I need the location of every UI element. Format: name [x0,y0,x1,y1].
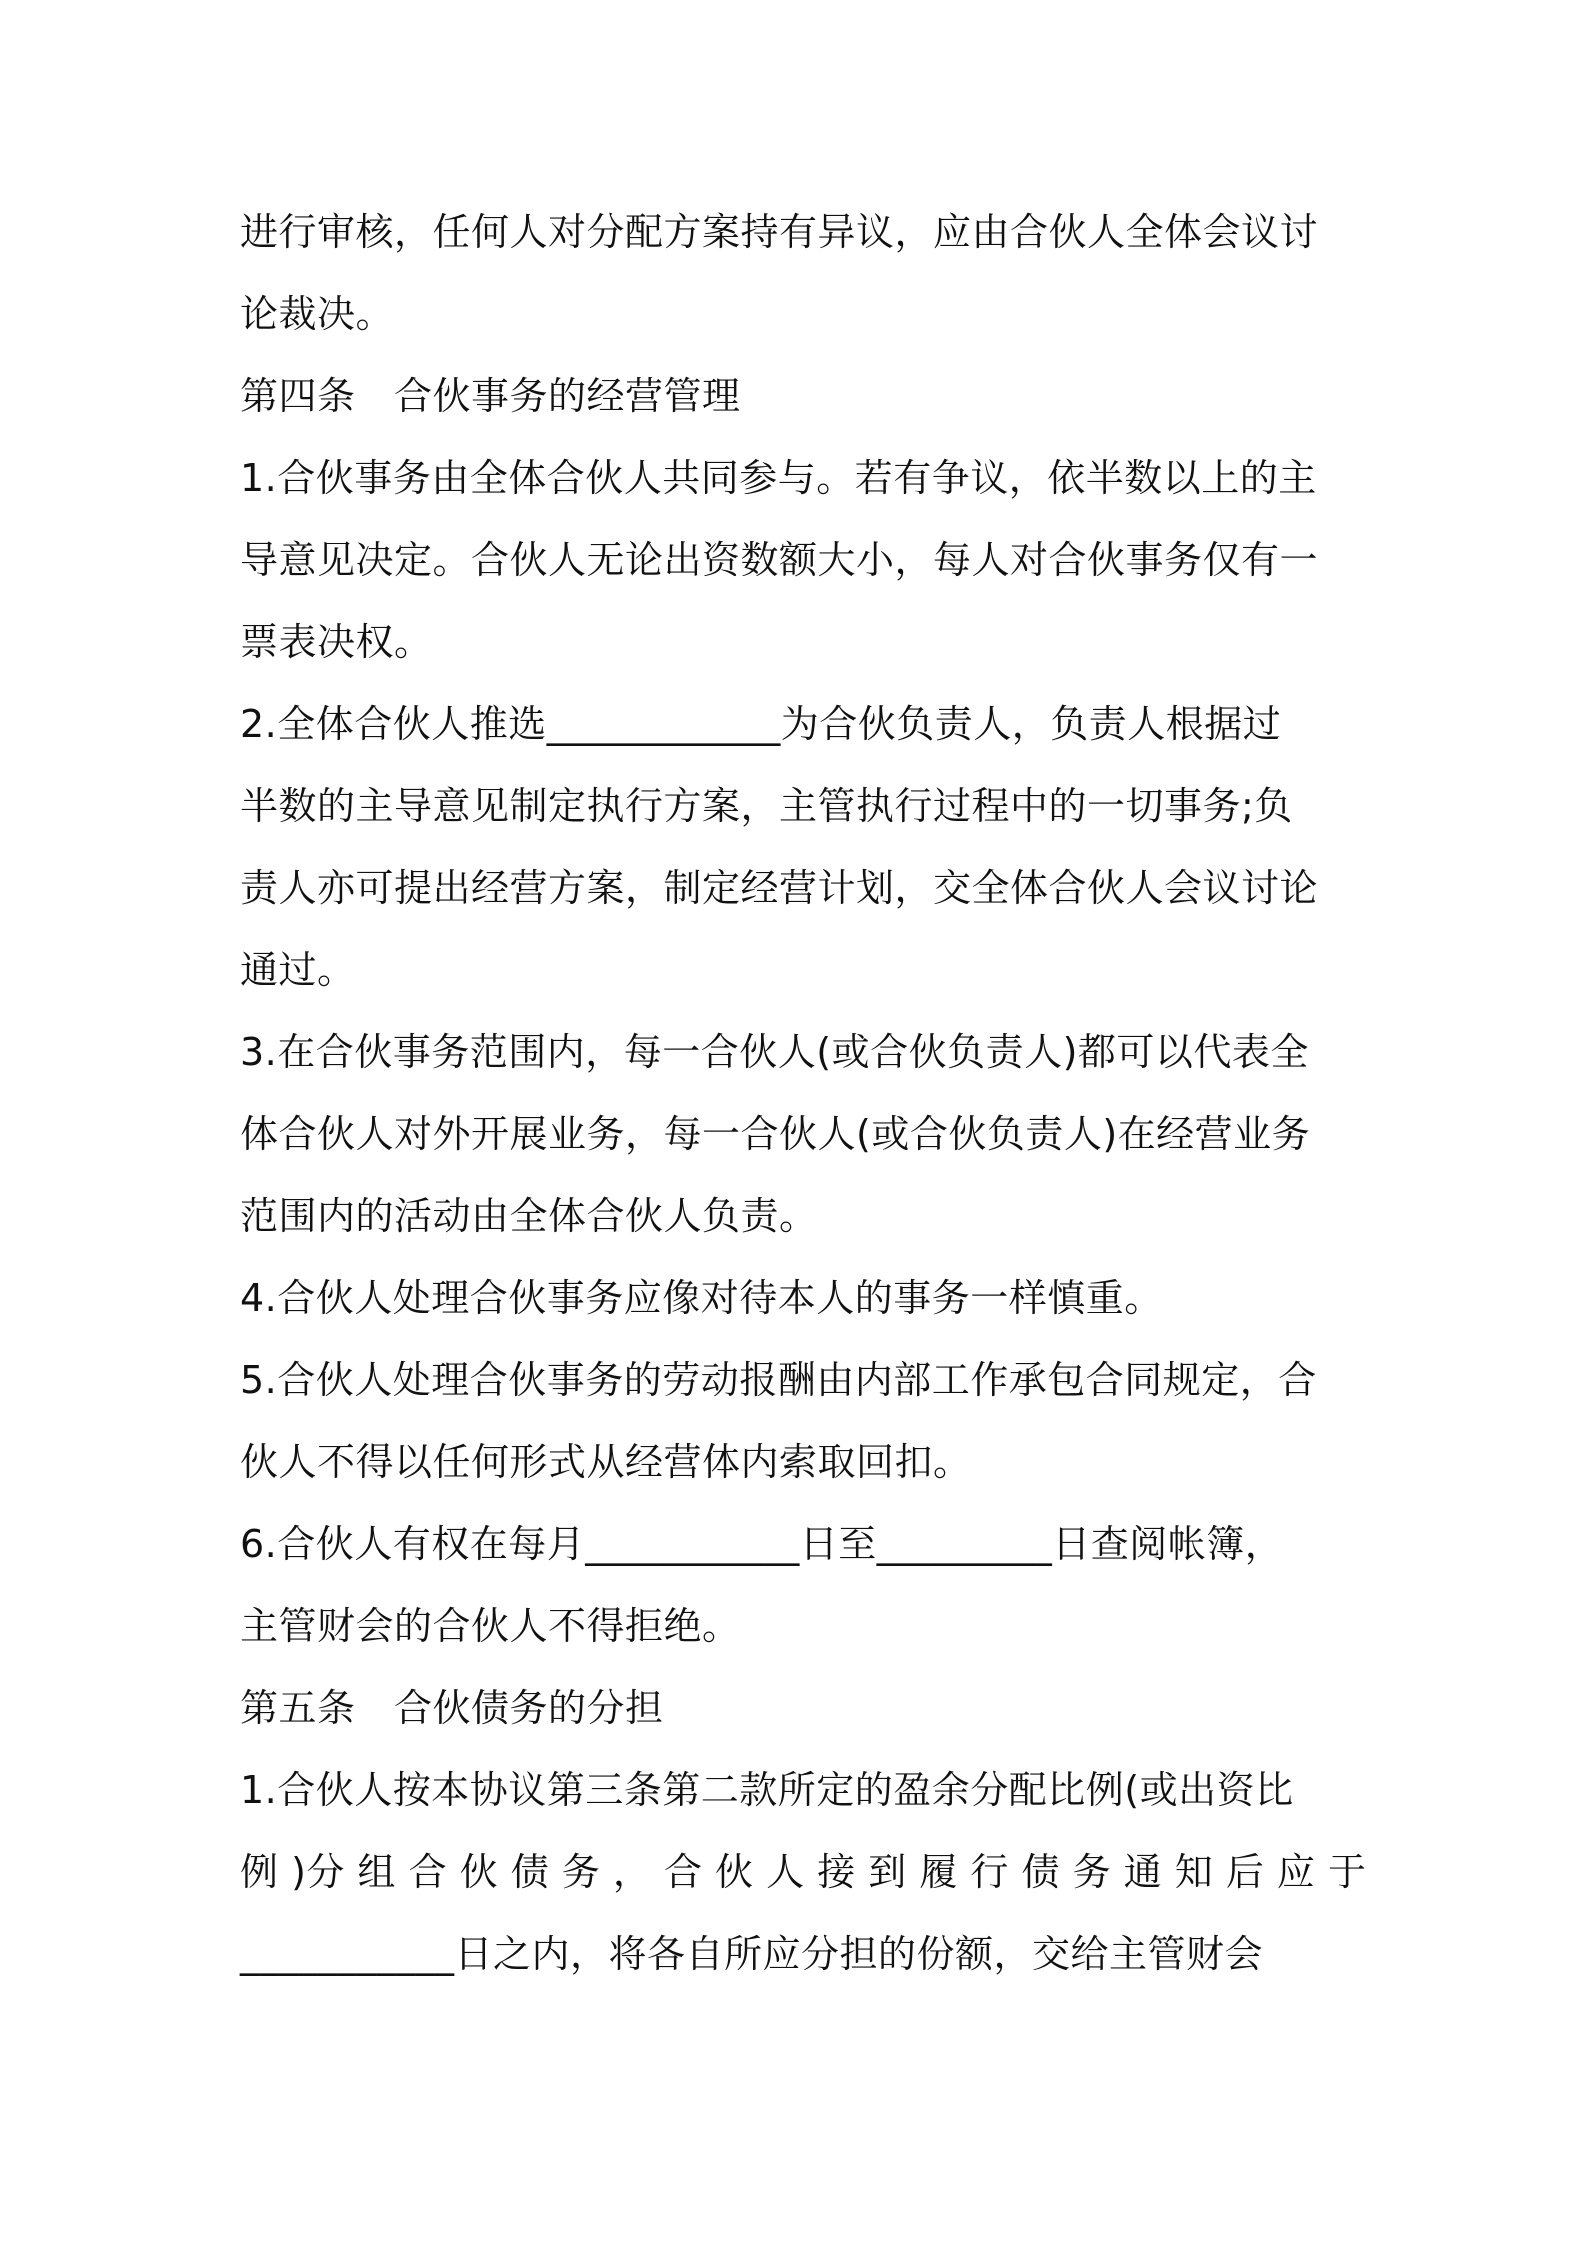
section-heading: 第四条 合伙事务的经营管理 [240,374,741,418]
text-line: 伙人不得以任何形式从经营体内索取回扣。 [240,1440,972,1484]
text-line: 2.全体合伙人推选____________为合伙负责人，负责人根据过 [240,702,1282,746]
text-line: 通过。 [240,948,356,992]
text-line: 例 )分 组 合 伙 债 务 ， 合 伙 人 接 到 履 行 债 务 通 知 后 应 于 [240,1850,1367,1894]
text-line: 6.合伙人有权在每月___________日至_________日查阅帐簿， [240,1522,1284,1566]
text-line: 1.合伙人按本协议第三条第二款所定的盈余分配比例(或出资比 [240,1768,1294,1812]
text-line: 论裁决。 [240,292,395,336]
text-line: 范围内的活动由全体合伙人负责。 [240,1194,818,1238]
text-line: 票表决权。 [240,620,433,664]
text-line: 责人亦可提出经营方案，制定经营计划，交全体合伙人会议讨论 [240,866,1319,910]
text-line: 进行审核，任何人对分配方案持有异议，应由合伙人全体会议讨 [240,210,1319,254]
text-line: 半数的主导意见制定执行方案，主管执行过程中的一切事务;负 [240,784,1293,828]
text-line: 5.合伙人处理合伙事务的劳动报酬由内部工作承包合同规定，合 [240,1358,1317,1402]
section-heading: 第五条 合伙债务的分担 [240,1686,664,1730]
text-line: ___________日之内，将各自所应分担的份额，交给主管财会 [240,1932,1264,1976]
text-line: 主管财会的合伙人不得拒绝。 [240,1604,741,1648]
text-line: 导意见决定。合伙人无论出资数额大小，每人对合伙事务仅有一 [240,538,1319,582]
text-line: 4.合伙人处理合伙事务应像对待本人的事务一样慎重。 [240,1276,1163,1320]
text-line: 3.在合伙事务范围内，每一合伙人(或合伙负责人)都可以代表全 [240,1030,1309,1074]
text-line: 体合伙人对外开展业务，每一合伙人(或合伙负责人)在经营业务 [240,1112,1311,1156]
document-body [240,191,1367,1995]
text-line: 1.合伙事务由全体合伙人共同参与。若有争议，依半数以上的主 [240,456,1317,500]
